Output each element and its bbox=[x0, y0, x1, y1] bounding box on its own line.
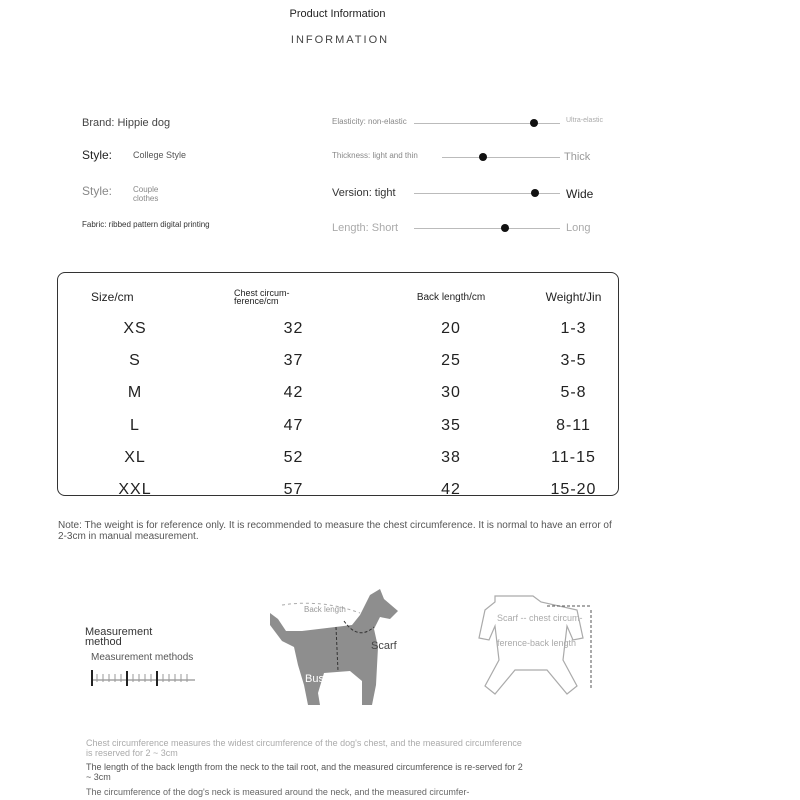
table-header-row bbox=[58, 281, 620, 313]
garment-diagram bbox=[455, 590, 615, 700]
slider-label: Version: tight bbox=[332, 187, 396, 199]
size-table bbox=[58, 281, 620, 506]
cell-back: 42 bbox=[441, 481, 461, 499]
garment-label-2: ference-back length bbox=[497, 638, 577, 648]
slider-right-label: Wide bbox=[566, 187, 594, 201]
slider-knob bbox=[501, 224, 509, 232]
garment-label-1: Scarf -- chest circum- bbox=[497, 613, 583, 623]
col-header-back: Back length/cm bbox=[416, 291, 486, 303]
page-subtitle: INFORMATION bbox=[290, 34, 390, 46]
dog-diagram bbox=[262, 585, 412, 710]
col-header-size: Size/cm bbox=[91, 290, 134, 304]
slider-track bbox=[414, 123, 560, 124]
neck-explanation: The circumference of the dog's neck is measured around the neck, and the measured circumfer- bbox=[86, 787, 470, 797]
cell-size: XS bbox=[123, 320, 147, 338]
back-explanation: The length of the back length from the neck to the tail root, and the measured circumference is re-served for 2 ~ 3cm bbox=[86, 762, 523, 782]
measurement-title: Measurement method bbox=[85, 626, 153, 648]
fabric-text: Fabric: ribbed pattern digital printing bbox=[82, 220, 210, 229]
cell-size: S bbox=[129, 352, 141, 370]
cell-back: 30 bbox=[441, 384, 461, 402]
table-row bbox=[58, 474, 620, 506]
cell-back: 35 bbox=[441, 416, 461, 434]
cell-chest: 47 bbox=[283, 416, 304, 434]
table-row bbox=[58, 442, 620, 474]
slider-knob bbox=[531, 189, 539, 197]
brand-text: Brand: Hippie dog bbox=[82, 117, 171, 129]
slider-track bbox=[414, 228, 560, 229]
back-label-text: Back length bbox=[304, 605, 346, 614]
cell-size: XL bbox=[124, 448, 146, 466]
length-slider bbox=[332, 222, 602, 236]
cell-chest: 52 bbox=[283, 448, 304, 466]
elasticity-slider bbox=[332, 117, 602, 131]
table-row bbox=[58, 345, 620, 377]
style-label-1: Style: bbox=[82, 148, 113, 162]
cell-size: L bbox=[130, 416, 140, 434]
cell-size: M bbox=[127, 384, 143, 402]
chest-explanation: Chest circumference measures the widest circumference of the dog's chest, and the measured circumference is reserved for 2 ~ 3cm bbox=[86, 738, 522, 758]
cell-back: 20 bbox=[441, 320, 461, 338]
slider-label: Length: Short bbox=[332, 222, 399, 234]
cell-chest: 32 bbox=[283, 320, 304, 338]
cell-weight: 3-5 bbox=[560, 352, 587, 370]
slider-label: Thickness: light and thin bbox=[332, 151, 418, 160]
slider-right-label: Long bbox=[566, 222, 591, 234]
size-chart bbox=[57, 272, 619, 499]
slider-right-label: Thick bbox=[564, 151, 591, 163]
slider-knob bbox=[530, 119, 538, 127]
cell-weight: 8-11 bbox=[556, 416, 591, 434]
col-header-chest-text: Chest circum-ference/cm bbox=[234, 288, 290, 306]
style-value-2: Couple clothes bbox=[133, 185, 159, 203]
thickness-slider bbox=[332, 151, 602, 165]
table-row bbox=[58, 377, 620, 409]
cell-weight: 5-8 bbox=[560, 384, 587, 402]
cell-chest: 57 bbox=[283, 481, 304, 499]
measurement-subtitle: Measurement methods bbox=[91, 652, 194, 663]
col-header-weight: Weight/Jin bbox=[545, 290, 602, 304]
table-row bbox=[58, 410, 620, 442]
slider-right-label: Ultra-elastic bbox=[566, 117, 603, 124]
table-row bbox=[58, 313, 620, 345]
style-value-1: College Style bbox=[133, 150, 187, 160]
note-text: Note: The weight is for reference only. It is recommended to measure the chest circumference. It is normal to have an error of 2-3cm in manual measurement. bbox=[58, 520, 612, 542]
style-label-2: Style: bbox=[82, 184, 113, 198]
cell-size: XXL bbox=[118, 481, 152, 499]
cell-back: 25 bbox=[441, 352, 461, 370]
back-length-label bbox=[304, 605, 346, 614]
ruler-icon bbox=[91, 668, 195, 688]
slider-track bbox=[442, 157, 560, 158]
slider-label: Elasticity: non-elastic bbox=[332, 117, 407, 126]
cell-back: 38 bbox=[441, 448, 461, 466]
version-slider bbox=[332, 187, 602, 201]
cell-weight: 11-15 bbox=[551, 448, 596, 466]
col-header-chest bbox=[212, 281, 375, 313]
bust-label: Bust bbox=[305, 673, 328, 685]
scarf-label: Scarf bbox=[371, 640, 397, 652]
cell-weight: 15-20 bbox=[550, 481, 597, 499]
slider-knob bbox=[479, 153, 487, 161]
cell-chest: 42 bbox=[283, 384, 304, 402]
cell-weight: 1-3 bbox=[560, 320, 587, 338]
page-title: Product Information bbox=[289, 8, 386, 20]
cell-chest: 37 bbox=[283, 352, 304, 370]
